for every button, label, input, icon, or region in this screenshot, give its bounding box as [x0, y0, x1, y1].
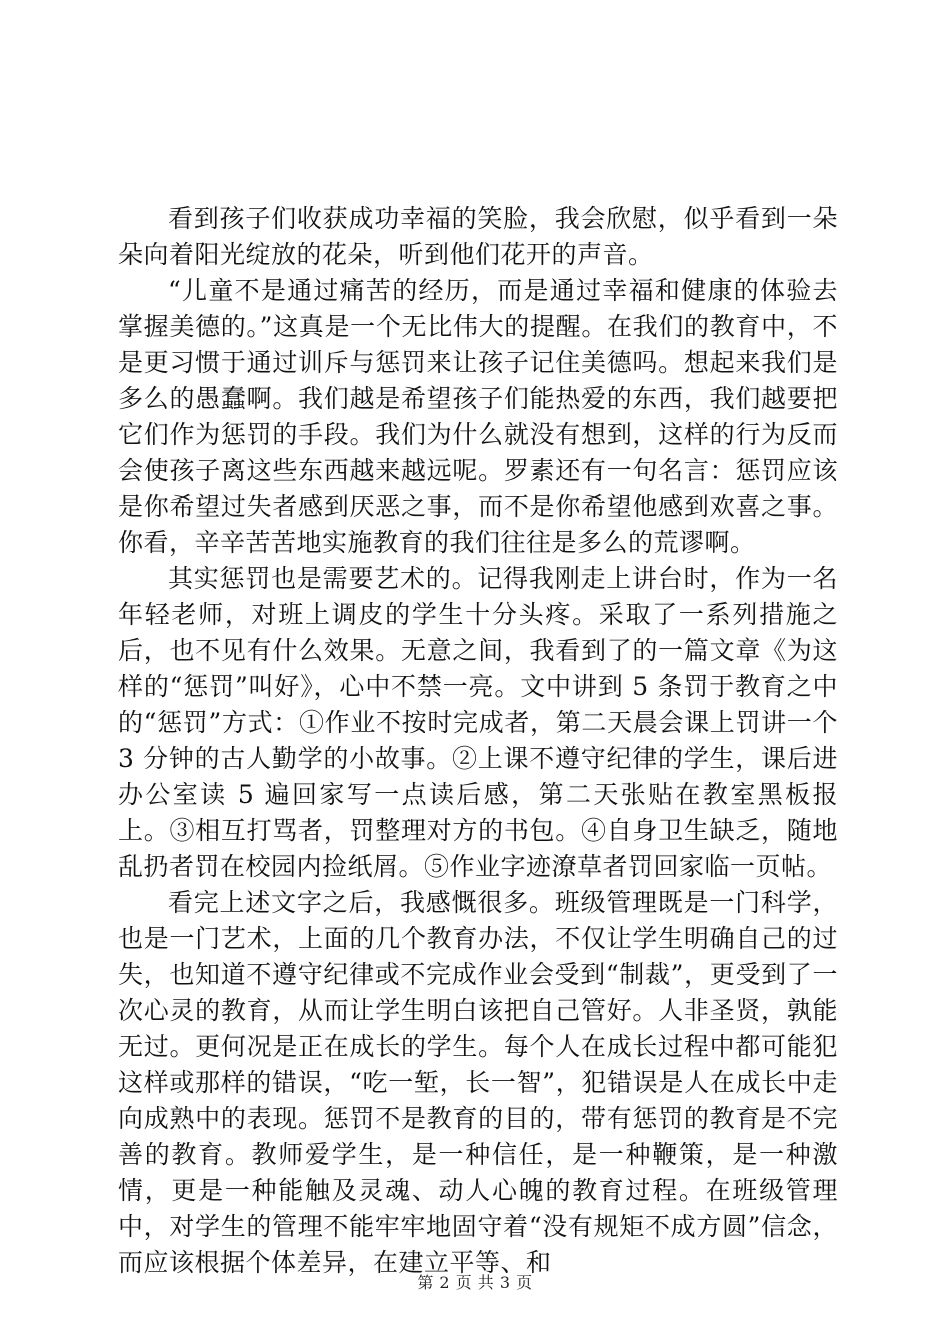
- page-number-footer: 第 2 页 共 3 页: [417, 1273, 533, 1292]
- document-body: [118, 201, 838, 1281]
- paragraph-4: 看完上述文字之后，我感慨很多。班级管理既是一门科学，也是一门艺术，上面的几个教育办法，不仅让学生明确自己的过失，也知道不遵守纪律或不完成作业会受到“制裁”，更受到了一次心灵的教育，从而让学生明白该把自己管好。人非圣贤，孰能无过。更何况是正在成长的学生。每个人在成长过程中都可能犯这样或那样的错误，“吃一堑，长一智”，犯错误是人在成长中走向成熟中的表现。惩罚不是教育的目的，带有惩罚的教育是不完善的教育。教师爱学生，是一种信任，是一种鞭策，是一种激情，更是一种能触及灵魂、动人心魄的教育过程。在班级管理中，对学生的管理不能牢牢地固守着“没有规矩不成方圆”信念，而应该根据个体差异，在建立平等、和: [118, 888, 838, 1277]
- paragraph-2: “儿童不是通过痛苦的经历，而是通过幸福和健康的体验去掌握美德的。”这真是一个无比伟大的提醒。在我们的教育中，不是更习惯于通过训斥与惩罚来让孩子记住美德吗。想起来我们是多么的愚蠢啊。我们越是希望孩子们能热爱的东西，我们越要把它们作为惩罚的手段。我们为什么就没有想到，这样的行为反而会使孩子离这些东西越来越远呢。罗素还有一句名言：惩罚应该是你希望过失者感到厌恶之事，而不是你希望他感到欢喜之事。你看，辛辛苦苦地实施教育的我们往往是多么的荒谬啊。: [118, 276, 838, 557]
- paragraph-3: 其实惩罚也是需要艺术的。记得我刚走上讲台时，作为一名年轻老师，对班上调皮的学生十分头疼。采取了一系列措施之后，也不见有什么效果。无意之间，我看到了的一篇文章《为这样的“惩罚”叫好》，心中不禁一亮。文中讲到 5 条罚于教育之中的“惩罚”方式：①作业不按时完成者，第二天晨会课上罚讲一个 3 分钟的古人勤学的小故事。②上课不遵守纪律的学生，课后进办公室读 5 遍回家写一点读后感，第二天张贴在教室黑板报上。③相互打骂者，罚整理对方的书包。④自身卫生缺乏，随地乱扔者罚在校园内捡纸屑。⑤作业字迹潦草者罚回家临一页帖。: [118, 564, 838, 881]
- paragraph-1: 看到孩子们收获成功幸福的笑脸，我会欣慰，似乎看到一朵朵向着阳光绽放的花朵，听到他们花开的声音。: [118, 204, 838, 269]
